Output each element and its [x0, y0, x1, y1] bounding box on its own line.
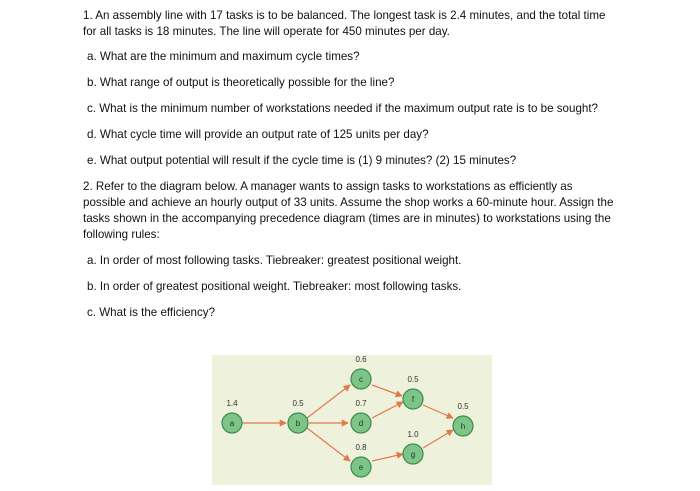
problem-2-text-line-4: following rules:	[83, 228, 160, 241]
task-h-time: 0.5	[457, 402, 469, 411]
problem-2-text-line-1: 2. Refer to the diagram below. A manager wants to assign tasks to workstations as efficiently as	[83, 180, 573, 193]
task-e-label: e	[358, 463, 364, 472]
precedence-diagram	[212, 355, 492, 485]
problem-1-text-line-1: 1. An assembly line with 17 tasks is to be balanced. The longest task is 2.4 minutes, and the total time	[83, 9, 606, 22]
problem-2-text-line-3: tasks shown in the accompanying precedence diagram (times are in minutes) to workstations using the	[83, 212, 611, 225]
task-g-time: 1.0	[407, 430, 419, 439]
task-f-time: 0.5	[407, 375, 419, 384]
task-e-time: 0.8	[355, 443, 367, 452]
task-c-label: c	[359, 375, 363, 384]
task-d-time: 0.7	[355, 399, 367, 408]
problem-2-text-line-2: possible and achieve an hourly output of 33 units. Assume the shop works a 60-minute hour. Assign the	[83, 196, 614, 209]
question-1c: c. What is the minimum number of workstations needed if the maximum output rate is to be sought?	[87, 102, 599, 115]
task-f-label: f	[411, 395, 415, 404]
question-2a: a. In order of most following tasks. Tiebreaker: greatest positional weight.	[87, 254, 462, 267]
question-1a: a. What are the minimum and maximum cycle times?	[87, 50, 360, 63]
task-c-time: 0.6	[355, 355, 367, 364]
question-1e: e. What output potential will result if the cycle time is (1) 9 minutes? (2) 15 minutes?	[87, 154, 517, 167]
task-b-time: 0.5	[292, 399, 304, 408]
question-1b: b. What range of output is theoretically possible for the line?	[87, 76, 395, 89]
question-1d: d. What cycle time will provide an output rate of 125 units per day?	[87, 128, 429, 141]
question-2c: c. What is the efficiency?	[87, 306, 216, 319]
task-a-time: 1.4	[226, 399, 238, 408]
task-d-label: d	[358, 419, 364, 428]
question-2b: b. In order of greatest positional weight. Tiebreaker: most following tasks.	[87, 280, 462, 293]
task-g-label: g	[410, 450, 416, 459]
task-h-label: h	[460, 422, 466, 431]
task-b-label: b	[295, 419, 301, 428]
problem-1-text-line-2: for all tasks is 18 minutes. The line will operate for 450 minutes per day.	[83, 25, 450, 38]
task-a-label: a	[229, 419, 235, 428]
